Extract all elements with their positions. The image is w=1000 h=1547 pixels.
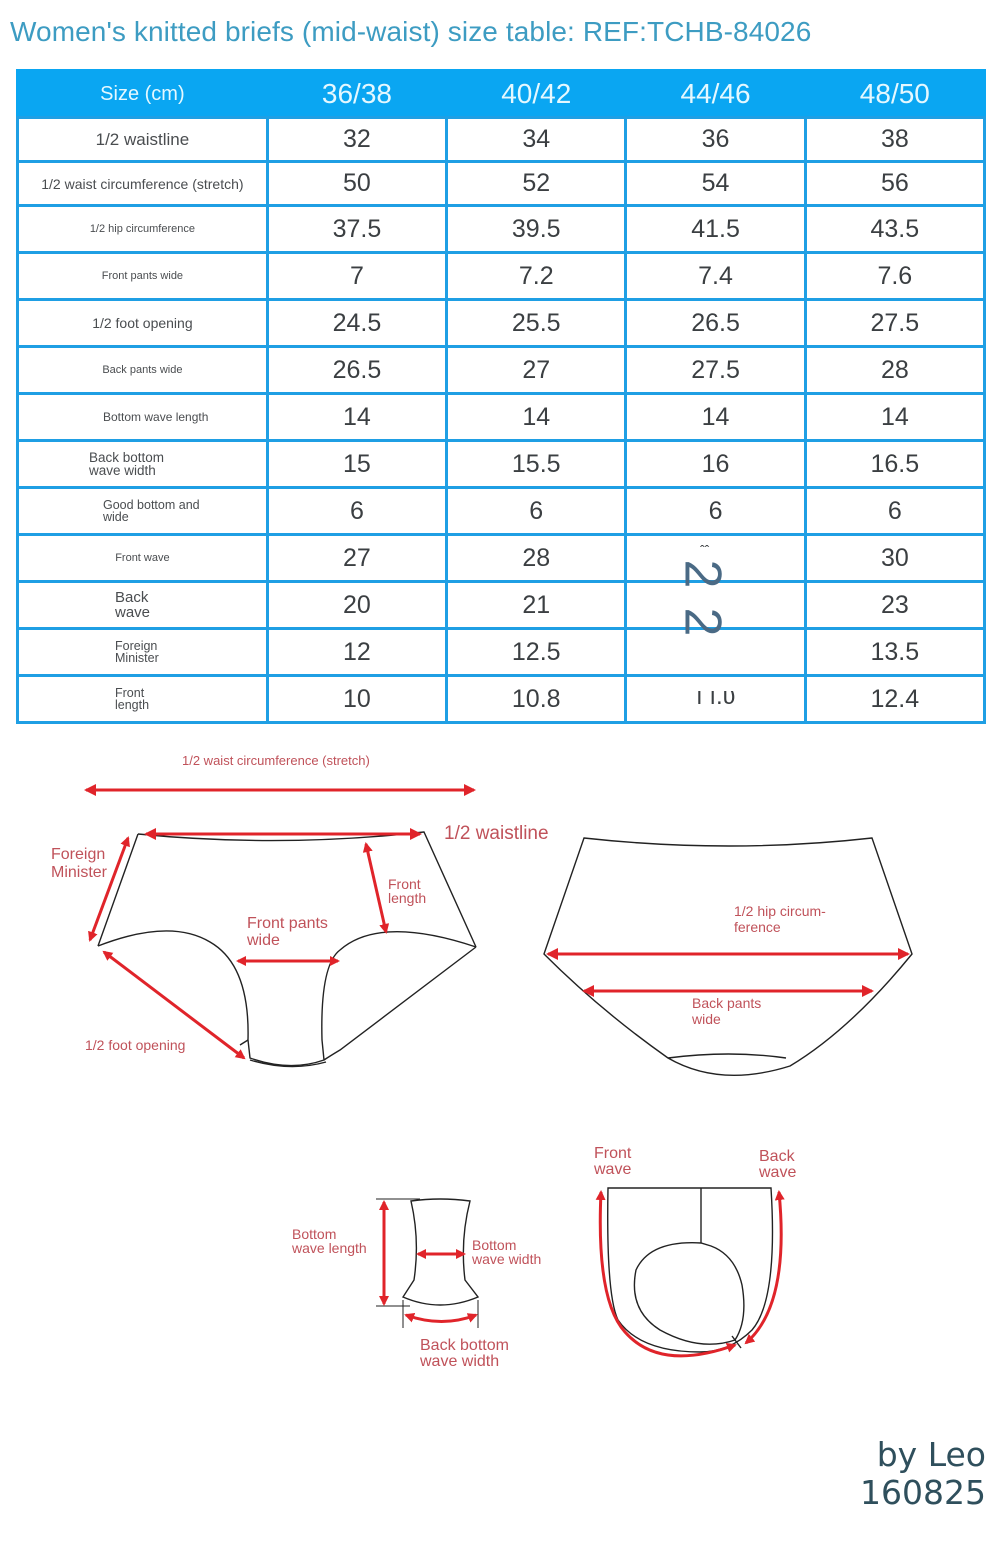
- table-row: [18, 118, 985, 162]
- size-table: [16, 69, 986, 724]
- row-label: 1/2 foot opening: [18, 300, 268, 347]
- cell: 38: [805, 118, 984, 162]
- cell: 27.5: [805, 300, 984, 347]
- label-front-wave: Front wave: [594, 1145, 632, 1178]
- cell: 14: [267, 394, 446, 441]
- gusset-arrows: [384, 1202, 476, 1322]
- label-front-length: Front length: [388, 876, 427, 906]
- cell: 14: [447, 394, 626, 441]
- cell: 26.5: [267, 347, 446, 394]
- back-piece-outline: [544, 838, 912, 1075]
- cell: 25.5: [447, 300, 626, 347]
- cell: 12.4: [805, 676, 984, 723]
- cell: 27.5: [626, 347, 805, 394]
- row-label: Foreign Minister: [18, 629, 268, 676]
- label-back-bottom-wave-width: Back bottom wave width: [420, 1337, 509, 1370]
- row-label: 1/2 hip circumference: [18, 206, 268, 253]
- label-back-wave: Back wave: [759, 1148, 797, 1181]
- signature: [860, 1436, 986, 1512]
- overlay-partial-bottom: ı ı.ʋ: [696, 690, 736, 704]
- row-label: Back bottom wave width: [18, 441, 268, 488]
- cell: 14: [626, 394, 805, 441]
- label-back-pants-wide: Back pants wide: [692, 995, 762, 1028]
- cell: 26.5: [626, 300, 805, 347]
- cell: 23: [805, 582, 984, 629]
- cell: 21: [447, 582, 626, 629]
- row-label: Front wave: [18, 535, 268, 582]
- label-bottom-wave-length: Bottom wave length: [292, 1226, 367, 1256]
- cell: 52: [447, 162, 626, 206]
- table-header-row: [18, 71, 985, 118]
- header-size: 36/38: [267, 71, 446, 118]
- table-row: [18, 162, 985, 206]
- row-label: Good bottom and wide: [18, 488, 268, 535]
- cell: 7.4: [626, 253, 805, 300]
- cell: 56: [805, 162, 984, 206]
- label-foot-opening: 1/2 foot opening: [85, 1037, 186, 1053]
- table-row: [18, 394, 985, 441]
- overlay-partial-top: ˆˆ: [700, 542, 710, 558]
- label-waistline: 1/2 waistline: [444, 823, 549, 844]
- cell: 7.6: [805, 253, 984, 300]
- cell: 27: [447, 347, 626, 394]
- cell: 54: [626, 162, 805, 206]
- table-row: [18, 488, 985, 535]
- row-label: 1/2 waistline: [18, 118, 268, 162]
- cell: 15.5: [447, 441, 626, 488]
- header-size: 40/42: [447, 71, 626, 118]
- row-label: Bottom wave length: [18, 394, 268, 441]
- cell: 32: [267, 118, 446, 162]
- header-size: 48/50: [805, 71, 984, 118]
- cell: 34: [447, 118, 626, 162]
- cell: 12.5: [447, 629, 626, 676]
- table-row: [18, 300, 985, 347]
- table-row: [18, 441, 985, 488]
- cell: 6: [447, 488, 626, 535]
- cell: 27: [267, 535, 446, 582]
- label-bottom-wave-width: Bottom wave width: [472, 1237, 542, 1267]
- cell: 13.5: [805, 629, 984, 676]
- row-label: 1/2 waist circumference (stretch): [18, 162, 268, 206]
- page-title: Women's knitted briefs (mid-waist) size table: REF:TCHB-84026: [10, 16, 812, 47]
- label-waist-stretch: 1/2 waist circumference (stretch): [182, 753, 370, 768]
- row-label: Front length: [18, 676, 268, 723]
- cell: 10: [267, 676, 446, 723]
- cell: 28: [805, 347, 984, 394]
- header-size: 44/46: [626, 71, 805, 118]
- cell: 6: [626, 488, 805, 535]
- label-hip-circumference: 1/2 hip circum- ference: [734, 903, 826, 936]
- cell: 36: [626, 118, 805, 162]
- cell: 6: [267, 488, 446, 535]
- cell: 14: [805, 394, 984, 441]
- signature-author: by Leo: [876, 1435, 986, 1474]
- header-size-label: Size (cm): [18, 71, 268, 118]
- signature-date: 160825: [860, 1472, 986, 1512]
- cell: 6: [805, 488, 984, 535]
- table-row: [18, 676, 985, 723]
- row-label: Back pants wide: [18, 347, 268, 394]
- cell: 12: [267, 629, 446, 676]
- cell: 28: [447, 535, 626, 582]
- cell: 10.8: [447, 676, 626, 723]
- cell: 7: [267, 253, 446, 300]
- cell: 7.2: [447, 253, 626, 300]
- label-foreign-minister: Foreign Minister: [51, 846, 108, 881]
- rise-outline: [608, 1188, 773, 1352]
- cell: 24.5: [267, 300, 446, 347]
- cell: 16.5: [805, 441, 984, 488]
- overlay-digit: 2: [673, 559, 732, 589]
- table-row: [18, 206, 985, 253]
- cell: 16: [626, 441, 805, 488]
- overlay-digit: 2: [673, 607, 732, 637]
- cell: 37.5: [267, 206, 446, 253]
- table-row: [18, 253, 985, 300]
- row-label: Back wave: [18, 582, 268, 629]
- cell: 50: [267, 162, 446, 206]
- table-row: [18, 629, 985, 676]
- cell: 39.5: [447, 206, 626, 253]
- back-arrows: [548, 954, 908, 991]
- cell: 30: [805, 535, 984, 582]
- gusset-outline: [376, 1199, 478, 1328]
- table-row: [18, 535, 985, 582]
- cell: 20: [267, 582, 446, 629]
- cell: 41.5: [626, 206, 805, 253]
- table-row: [18, 582, 985, 629]
- label-front-pants-wide: Front pants wide: [247, 915, 328, 949]
- table-row: [18, 347, 985, 394]
- cell: 43.5: [805, 206, 984, 253]
- row-label: Front pants wide: [18, 253, 268, 300]
- cell: 15: [267, 441, 446, 488]
